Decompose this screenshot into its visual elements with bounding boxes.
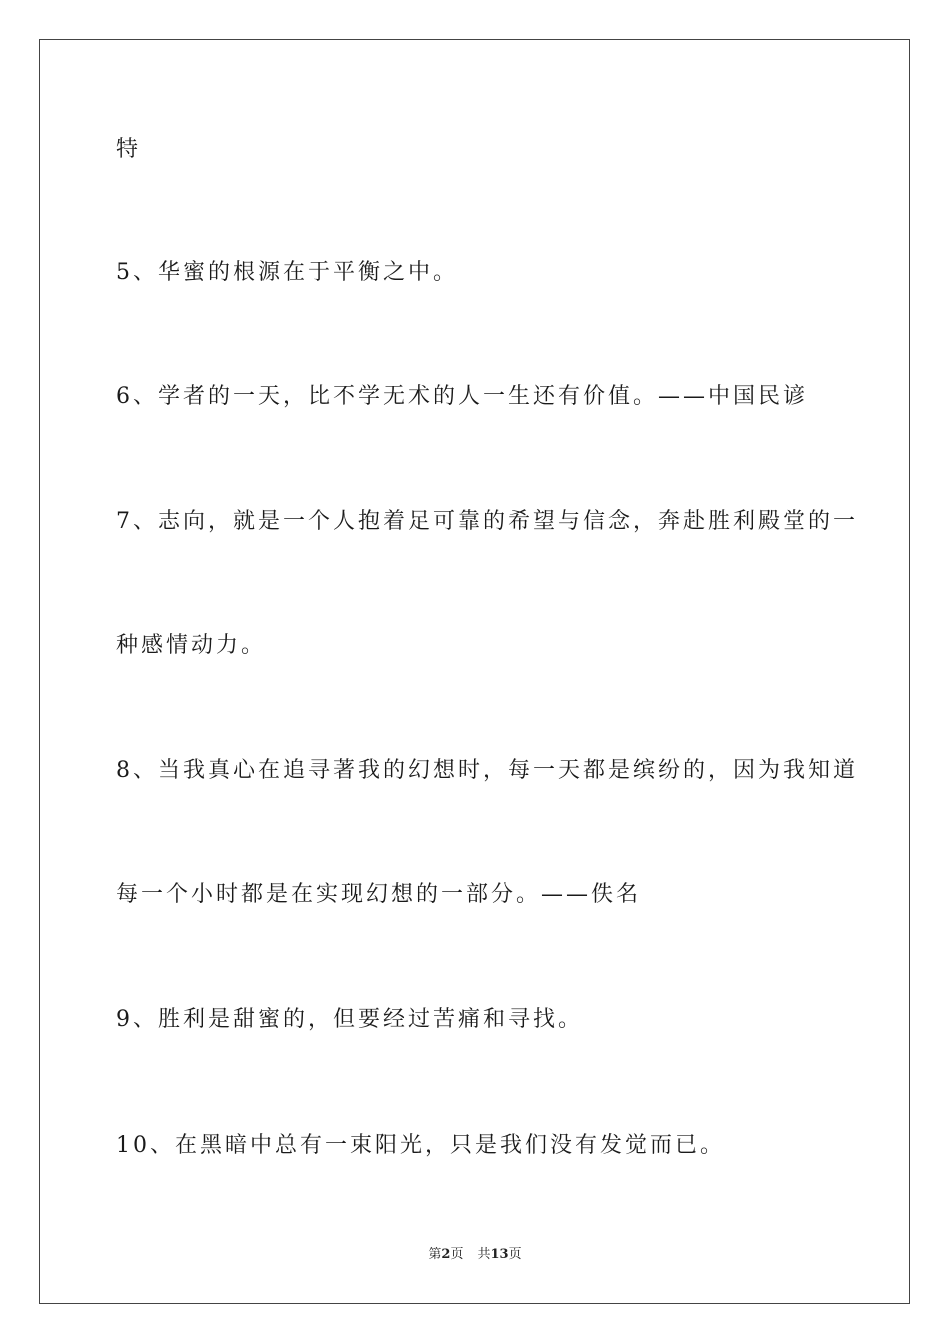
quote-8-line-1: 8、当我真心在追寻著我的幻想时，每一天都是缤纷的，因为我知道 (116, 758, 858, 783)
page-number: 2 (441, 1247, 451, 1262)
quote-5: 5、华蜜的根源在于平衡之中。 (116, 260, 458, 285)
quote-8-line-2: 每一个小时都是在实现幻想的一部分。——佚名 (116, 882, 642, 907)
total-prefix: 共 (477, 1247, 491, 1262)
quote-6: 6、学者的一天，比不学无术的人一生还有价值。——中国民谚 (116, 384, 808, 409)
total-suffix: 页 (508, 1247, 522, 1262)
quote-10: 10、在黑暗中总有一束阳光，只是我们没有发觉而已。 (116, 1133, 725, 1158)
text-line-1: 特 (116, 137, 142, 162)
page-prefix: 第 (428, 1247, 442, 1262)
page-footer (0, 1246, 950, 1264)
quote-7-line-1: 7、志向，就是一个人抱着足可靠的希望与信念，奔赴胜利殿堂的一 (116, 509, 858, 534)
quote-9: 9、胜利是甜蜜的，但要经过苦痛和寻找。 (116, 1007, 583, 1032)
page-suffix: 页 (450, 1247, 464, 1262)
total-pages: 13 (490, 1247, 509, 1262)
page-border (39, 39, 910, 1304)
quote-7-line-2: 种感情动力。 (116, 633, 267, 658)
